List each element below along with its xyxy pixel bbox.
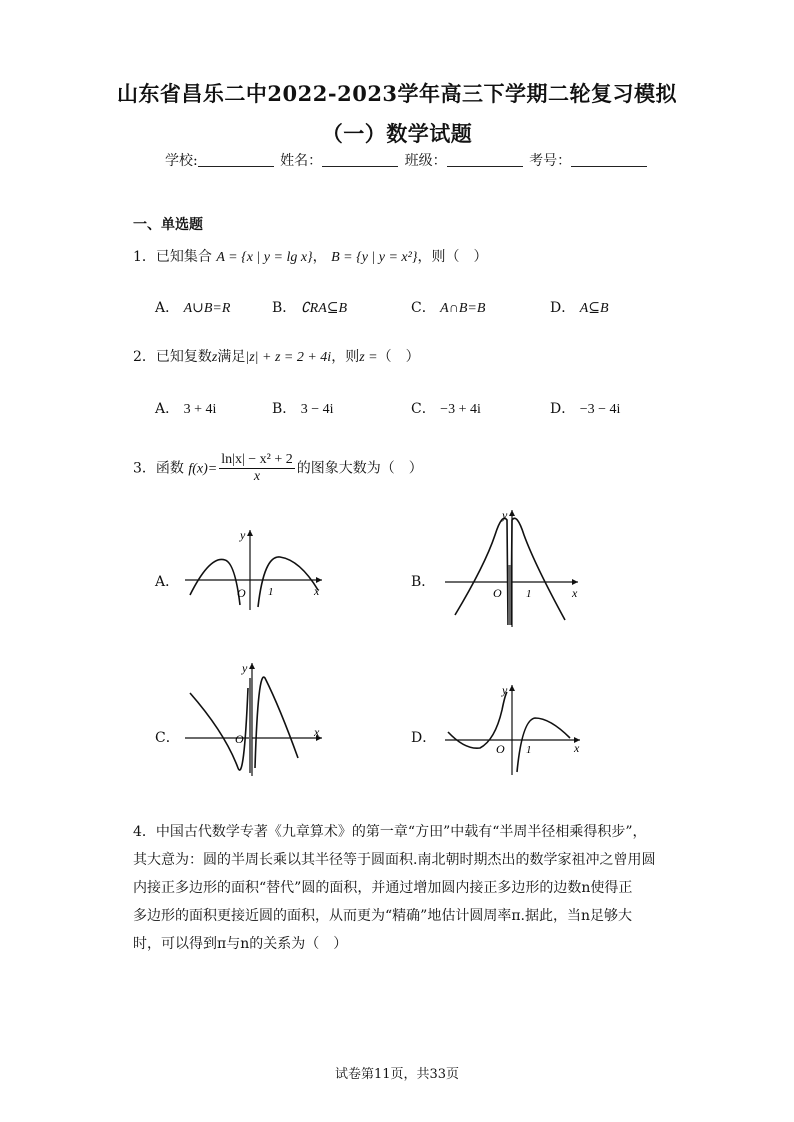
question-text: 已知集合 bbox=[155, 249, 212, 265]
y-axis-arrow bbox=[249, 663, 255, 669]
q1-option-b[interactable]: B． ∁RA⊆B bbox=[272, 300, 348, 316]
class-blank bbox=[447, 152, 523, 167]
name-label: 姓名： bbox=[280, 153, 323, 169]
q2-option-d[interactable]: D． −3 − 4i bbox=[550, 401, 621, 417]
question-4-text: 4．中国古代数学专著《九章算术》的第一章“方田”中载有“半周半径相乘得积步”， 其大意为：圆的半周长乘以其半径等于圆面积.南北朝时期杰出的数学家祖冲之曾用圆 内接正多边形的面积“替代”圆的面积，并通过增加圆内接正多边形的边数n使得正 多边形的面积更接近圆的面积，从而更为“精确”地估计圆周率π.据此，当n足够大 时，可以得到π与n的关系为（ ） bbox=[133, 824, 656, 952]
q3-option-b[interactable]: B． bbox=[411, 574, 436, 590]
q2-option-a[interactable]: A． 3 + 4i bbox=[155, 401, 217, 417]
y-label: y bbox=[502, 683, 508, 697]
name-blank bbox=[322, 152, 398, 167]
school-label: 学校: bbox=[165, 153, 198, 169]
origin-label: O bbox=[493, 586, 502, 600]
graph-c[interactable] bbox=[180, 658, 330, 778]
question-1-stem bbox=[133, 246, 487, 266]
y-axis-arrow bbox=[247, 530, 253, 536]
curve-left bbox=[190, 559, 240, 605]
set-a-expression: A = {x | y = lg x} bbox=[216, 250, 313, 265]
graph-b[interactable] bbox=[440, 505, 590, 630]
number-label: 考号： bbox=[529, 153, 572, 169]
asymptote-band bbox=[508, 565, 511, 625]
q3-option-c[interactable]: C． bbox=[155, 730, 180, 746]
curve-left bbox=[455, 518, 508, 625]
x-label: x bbox=[314, 725, 320, 739]
one-label: 1 bbox=[526, 588, 532, 600]
q1-option-d[interactable]: D． A⊆B bbox=[550, 300, 609, 316]
number-blank bbox=[571, 152, 647, 167]
graph-a[interactable] bbox=[180, 525, 330, 615]
student-info-line bbox=[165, 150, 649, 170]
separator: ， bbox=[312, 249, 327, 265]
asymptote-band bbox=[249, 678, 252, 773]
origin-label: O bbox=[496, 742, 505, 756]
x-label: x bbox=[572, 586, 578, 600]
y-axis-arrow bbox=[509, 510, 515, 516]
fraction: $\frac{\text{ln|x| − x² + 2}}{x}$ bbox=[221, 452, 293, 484]
section-title: 一、单选题 bbox=[133, 217, 203, 233]
page-footer: 试卷第11页，共33页 bbox=[334, 1067, 460, 1082]
page-title-line1: 山东省昌乐二中2022-2023学年高三下学期二轮复习模拟 bbox=[116, 81, 678, 106]
q3-option-a[interactable]: A． bbox=[155, 574, 180, 590]
equation: |z| + z = 2 + 4i bbox=[245, 350, 332, 365]
one-label: 1 bbox=[268, 586, 274, 598]
question-number: 1． bbox=[133, 249, 156, 265]
class-label: 班级： bbox=[404, 153, 447, 169]
x-label: x bbox=[314, 584, 320, 598]
curve-right bbox=[517, 718, 570, 772]
curve-right bbox=[511, 518, 565, 625]
question-3-stem: 3．函数 f(x)= $\frac{\text{ln|x| − x² + 2}}{x}$ 的图象大数为（ ） bbox=[133, 452, 423, 484]
y-axis-arrow bbox=[509, 685, 515, 691]
y-label: y bbox=[242, 661, 248, 675]
set-b-expression: B = {y | y = x²} bbox=[331, 250, 418, 265]
graph-d[interactable] bbox=[440, 680, 590, 780]
y-label: y bbox=[240, 528, 246, 542]
page-title-line2: （一）数学试题 bbox=[321, 121, 473, 146]
question-2-stem: 2．已知复数z满足|z| + z = 2 + 4i，则z =（ ） bbox=[133, 349, 420, 365]
x-label: x bbox=[574, 741, 580, 755]
question-text: ，则（ ） bbox=[417, 249, 488, 265]
curve-left bbox=[190, 688, 248, 770]
y-label: y bbox=[502, 508, 508, 522]
school-blank bbox=[198, 152, 274, 167]
q2-option-c[interactable]: C． −3 + 4i bbox=[411, 401, 481, 417]
curve-right bbox=[255, 677, 298, 768]
q1-option-a[interactable]: A． A∪B=R bbox=[155, 300, 231, 316]
q2-option-b[interactable]: B． 3 − 4i bbox=[272, 401, 334, 417]
origin-label: O bbox=[237, 586, 246, 600]
x-axis-arrow bbox=[572, 579, 578, 585]
x-axis-arrow bbox=[316, 577, 322, 583]
curve-right bbox=[258, 557, 318, 607]
origin-label: O bbox=[235, 732, 244, 746]
one-label: 1 bbox=[526, 744, 532, 756]
q3-option-d[interactable]: D． bbox=[411, 730, 437, 746]
q1-option-c[interactable]: C． A∩B=B bbox=[411, 300, 486, 316]
